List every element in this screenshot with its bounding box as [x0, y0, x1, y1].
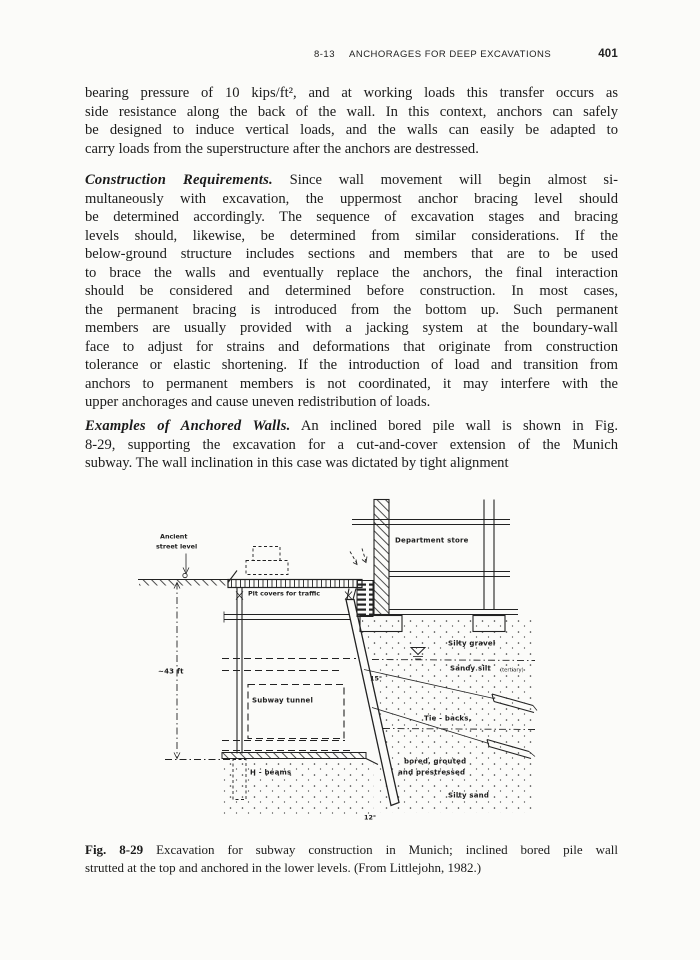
text-line: subway. The wall inclination in this case was dictated by tight alignment: [85, 455, 509, 471]
street-level-label-line1: Ancient: [160, 532, 188, 541]
text-line: to brace the walls and eventually replace the anchors, the final interaction: [85, 264, 618, 281]
paragraph-bearing-pressure: [85, 84, 618, 158]
street-level-label-line2: street level: [156, 542, 198, 551]
page-number: 401: [598, 48, 618, 60]
text-line: face to adjust for strains and deformations that originate from construction: [85, 338, 618, 355]
text-line: Fig. 8-29 Excavation for subway construction in Munich; inclined bored pile wall: [85, 842, 618, 857]
text-line: levels should, likewise, be determined from similar considerations. If the: [85, 227, 618, 244]
figure-8-29-drawing: [125, 495, 595, 860]
section-number: 8-13: [313, 49, 335, 60]
sandy-silt-label: Sandy silt: [450, 664, 492, 673]
figure-8-29: [125, 495, 595, 860]
paragraph-lead: Construction Requirements.: [85, 172, 273, 188]
figure-caption: [85, 841, 618, 876]
text-line: Examples of Anchored Walls. An inclined bored pile wall is shown in Fig.: [85, 418, 618, 434]
text-line: carry loads from the superstructure after the anchors are destressed.: [85, 140, 479, 157]
text-line: bearing pressure of 10 kips/ft², and at working loads this transfer occurs as: [85, 85, 618, 101]
text-line: Construction Requirements. Since wall movement will begin almost si-: [85, 172, 618, 188]
text-line: multaneously with excavation, the uppermost anchor bracing level should: [85, 190, 618, 207]
department-store-label: Department store: [395, 536, 469, 545]
text-line: 8-29, supporting the excavation for a cut-and-cover extension of the Munich: [85, 436, 618, 453]
subway-tunnel-label: Subway tunnel: [252, 696, 314, 705]
truck-outline: [246, 547, 288, 575]
silty-gravel-label: Silty gravel: [448, 639, 496, 648]
text-line: be designed to induce vertical loads, and the walls can easily be adapted to: [85, 122, 618, 138]
paragraph-construction-requirements: [85, 171, 618, 412]
text-line: should be considered and determined before construction. In most cases,: [85, 283, 618, 299]
text-line: anchors to permanent members is not coordinated, it may interfere with the: [85, 375, 618, 392]
bored-grouted-label: bored, grouted: [404, 757, 467, 766]
text-line: the permanent bracing is introduced from the bottom up. Such permanent: [85, 301, 618, 318]
tie-backs-label: Tie - backs,: [424, 714, 472, 723]
prestressed-label: and prestressed: [398, 768, 466, 777]
paragraph-lead: Examples of Anchored Walls.: [85, 418, 291, 434]
tertiary-label: (tertiary): [500, 667, 524, 674]
paragraph-lead: Fig. 8-29: [85, 842, 144, 857]
text-line: below-ground structure includes sections and members that are to be used: [85, 246, 618, 262]
depth-dimension: [158, 583, 232, 760]
page-header: [85, 48, 618, 60]
street-level-group: [138, 533, 230, 586]
text-line: be determined accordingly. The sequence of excavation stages and bracing: [85, 209, 618, 225]
silty-sand-label: Silty sand: [448, 791, 490, 800]
store-left-wall: [374, 500, 389, 615]
text-line: tolerance or elastic shortening. If the introduction of load and transition from: [85, 357, 618, 373]
department-store: [352, 500, 518, 632]
running-head-title: ANCHORAGES FOR DEEP EXCAVATIONS: [349, 49, 552, 60]
h-beams-label: H - beams: [250, 768, 292, 777]
paragraph-examples-anchored-walls: [85, 417, 618, 473]
depth-dimension-label: ~43 ft: [158, 667, 184, 676]
top-strut: [224, 612, 351, 623]
wall-angle-12-label: 12°: [364, 813, 377, 822]
text-line: strutted at the top and anchored in the lower levels. (From Littlejohn, 1982.): [85, 859, 482, 875]
text-line: side resistance along the back of the wall. In this context, anchors can safely: [85, 103, 618, 120]
text-line: upper anchorages and cause uneven redistribution of loads.: [85, 394, 431, 410]
text-line: members are usually provided with a jacking system at the boundary-wall: [85, 320, 618, 336]
pit-covers-label: Pit covers for traffic: [248, 589, 320, 598]
wall-angle-15-label: 15°: [370, 674, 383, 683]
